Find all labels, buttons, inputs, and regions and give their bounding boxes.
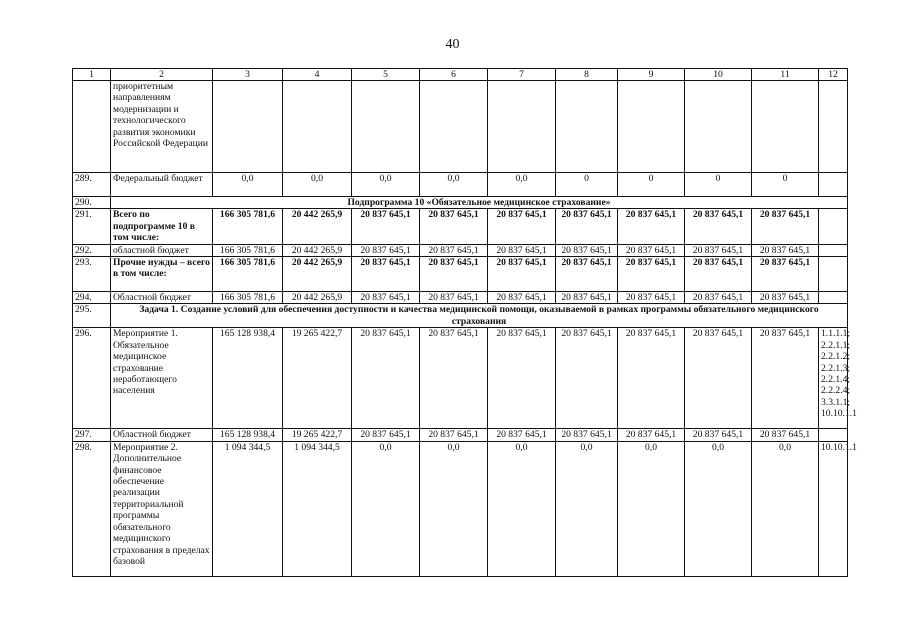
value-cell xyxy=(352,81,420,173)
row-label-cell: Прочие нужды – всего в том числе: xyxy=(111,257,213,292)
value-cell: 1 094 344,5 xyxy=(283,441,352,576)
row-label-cell: Мероприятие 2. Дополнительное финансовое обеспечение реализации территориальной программы обязательного медицинского страхования в пределах базовой xyxy=(111,441,213,576)
value-cell: 20 837 645,1 xyxy=(752,257,819,292)
table-row xyxy=(73,328,848,429)
value-cell: 0,0 xyxy=(352,441,420,576)
row-number-cell: 295. xyxy=(73,304,111,328)
value-cell: 0 xyxy=(618,173,685,197)
header-cell: 9 xyxy=(618,69,685,81)
value-cell: 20 837 645,1 xyxy=(488,292,556,304)
row-number-cell: 297. xyxy=(73,429,111,441)
header-cell: 6 xyxy=(420,69,488,81)
row-number-cell: 298. xyxy=(73,441,111,576)
value-cell: 20 837 645,1 xyxy=(685,257,752,292)
value-cell xyxy=(752,81,819,173)
value-cell: 20 837 645,1 xyxy=(488,429,556,441)
value-cell: 0,0 xyxy=(283,173,352,197)
table-row xyxy=(73,173,848,197)
header-cell: 4 xyxy=(283,69,352,81)
value-cell: 20 837 645,1 xyxy=(488,244,556,256)
value-cell xyxy=(283,81,352,173)
value-cell: 20 837 645,1 xyxy=(420,292,488,304)
budget-table xyxy=(72,68,857,577)
value-cell: 20 837 645,1 xyxy=(352,328,420,429)
value-cell: 0 xyxy=(685,173,752,197)
value-cell: 20 837 645,1 xyxy=(352,292,420,304)
header-cell: 12 xyxy=(819,69,848,81)
value-cell: 20 837 645,1 xyxy=(488,257,556,292)
indicator-codes-cell xyxy=(819,244,848,256)
table-row xyxy=(73,292,848,304)
value-cell: 0,0 xyxy=(420,173,488,197)
value-cell: 20 837 645,1 xyxy=(556,209,618,244)
row-label-cell: Всего по подпрограмме 10 в том числе: xyxy=(111,209,213,244)
value-cell: 20 837 645,1 xyxy=(556,429,618,441)
value-cell: 20 837 645,1 xyxy=(488,209,556,244)
table-row xyxy=(73,244,848,256)
value-cell: 20 837 645,1 xyxy=(618,244,685,256)
value-cell xyxy=(420,81,488,173)
value-cell: 20 837 645,1 xyxy=(556,328,618,429)
value-cell: 19 265 422,7 xyxy=(283,328,352,429)
value-cell: 0,0 xyxy=(352,173,420,197)
value-cell: 20 837 645,1 xyxy=(685,244,752,256)
header-cell: 3 xyxy=(213,69,283,81)
value-cell xyxy=(556,81,618,173)
table-row xyxy=(73,441,848,576)
indicator-codes-cell xyxy=(819,81,848,173)
row-label-cell: Мероприятие 1. Обязательное медицинское страхование неработающего населения xyxy=(111,328,213,429)
value-cell xyxy=(488,81,556,173)
value-cell: 20 442 265,9 xyxy=(283,209,352,244)
header-cell: 7 xyxy=(488,69,556,81)
value-cell: 20 837 645,1 xyxy=(752,429,819,441)
row-label-cell: областной бюджет xyxy=(111,244,213,256)
header-cell: 5 xyxy=(352,69,420,81)
value-cell xyxy=(685,81,752,173)
value-cell: 20 837 645,1 xyxy=(685,328,752,429)
value-cell xyxy=(213,81,283,173)
value-cell: 166 305 781,6 xyxy=(213,209,283,244)
indicator-codes-cell: 1.1.1.1; 2.2.1.1; 2.2.1.2; 2.2.1.3; 2.2.1.4; 2.2.2.4; 3.3.1.1; 10.10.1.1 xyxy=(819,328,848,429)
section-title-cell: Подпрограмма 10 «Обязательное медицинское страхование» xyxy=(111,197,848,209)
row-number-cell: 294. xyxy=(73,292,111,304)
header-cell: 10 xyxy=(685,69,752,81)
value-cell: 20 837 645,1 xyxy=(352,244,420,256)
value-cell: 20 837 645,1 xyxy=(556,244,618,256)
row-label-cell: Федеральный бюджет xyxy=(111,173,213,197)
indicator-codes-cell xyxy=(819,292,848,304)
value-cell: 20 837 645,1 xyxy=(685,292,752,304)
value-cell: 20 837 645,1 xyxy=(752,209,819,244)
value-cell: 20 837 645,1 xyxy=(488,328,556,429)
value-cell: 20 837 645,1 xyxy=(618,209,685,244)
value-cell xyxy=(618,81,685,173)
value-cell: 20 837 645,1 xyxy=(352,209,420,244)
row-number-cell: 296. xyxy=(73,328,111,429)
header-cell: 1 xyxy=(73,69,111,81)
value-cell: 20 837 645,1 xyxy=(618,429,685,441)
value-cell: 0,0 xyxy=(685,441,752,576)
value-cell: 0,0 xyxy=(752,441,819,576)
row-number-cell: 289. xyxy=(73,173,111,197)
page-number: 40 xyxy=(445,37,460,52)
value-cell: 0,0 xyxy=(488,173,556,197)
value-cell: 20 837 645,1 xyxy=(752,244,819,256)
value-cell: 20 837 645,1 xyxy=(685,429,752,441)
value-cell: 20 837 645,1 xyxy=(752,328,819,429)
value-cell: 0,0 xyxy=(618,441,685,576)
value-cell: 20 837 645,1 xyxy=(618,328,685,429)
value-cell: 20 837 645,1 xyxy=(420,429,488,441)
row-number-cell: 290. xyxy=(73,197,111,209)
value-cell: 20 837 645,1 xyxy=(752,292,819,304)
value-cell: 20 837 645,1 xyxy=(352,257,420,292)
value-cell: 20 442 265,9 xyxy=(283,244,352,256)
row-label-cell: Областной бюджет xyxy=(111,429,213,441)
value-cell: 20 442 265,9 xyxy=(283,257,352,292)
row-number-cell: 291. xyxy=(73,209,111,244)
row-number-cell: 292. xyxy=(73,244,111,256)
table-row xyxy=(73,257,848,292)
value-cell: 20 837 645,1 xyxy=(420,244,488,256)
value-cell: 20 837 645,1 xyxy=(618,292,685,304)
value-cell: 20 837 645,1 xyxy=(420,257,488,292)
value-cell: 165 128 938,4 xyxy=(213,328,283,429)
value-cell: 0 xyxy=(556,173,618,197)
section-title-cell: Задача 1. Создание условий для обеспечения доступности и качества медицинской помощи, оказываемой в рамках программы обязательного медицинского страхования xyxy=(111,304,848,328)
indicator-codes-cell: 10.10.1.1 xyxy=(819,441,848,576)
value-cell: 0,0 xyxy=(488,441,556,576)
indicator-codes-cell xyxy=(819,429,848,441)
value-cell: 165 128 938,4 xyxy=(213,429,283,441)
value-cell: 166 305 781,6 xyxy=(213,257,283,292)
value-cell: 20 837 645,1 xyxy=(618,257,685,292)
row-number-cell xyxy=(73,81,111,173)
value-cell: 20 442 265,9 xyxy=(283,292,352,304)
table-row xyxy=(73,304,848,328)
table-row xyxy=(73,429,848,441)
indicator-codes-cell xyxy=(819,209,848,244)
value-cell: 20 837 645,1 xyxy=(352,429,420,441)
header-cell: 11 xyxy=(752,69,819,81)
table-row xyxy=(73,209,848,244)
row-number-cell: 293. xyxy=(73,257,111,292)
value-cell: 0 xyxy=(752,173,819,197)
row-label-cell: приоритетным направлениям модернизации и технологического развития экономики Российской Федерации xyxy=(111,81,213,173)
value-cell: 0,0 xyxy=(556,441,618,576)
header-row xyxy=(73,69,848,81)
header-cell: 2 xyxy=(111,69,213,81)
value-cell: 20 837 645,1 xyxy=(420,328,488,429)
value-cell: 1 094 344,5 xyxy=(213,441,283,576)
table-row xyxy=(73,81,848,173)
header-cell: 8 xyxy=(556,69,618,81)
value-cell: 0,0 xyxy=(213,173,283,197)
indicator-codes-cell xyxy=(819,257,848,292)
value-cell: 20 837 645,1 xyxy=(685,209,752,244)
value-cell: 166 305 781,6 xyxy=(213,292,283,304)
value-cell: 20 837 645,1 xyxy=(420,209,488,244)
value-cell: 166 305 781,6 xyxy=(213,244,283,256)
value-cell: 20 837 645,1 xyxy=(556,257,618,292)
indicator-codes-cell xyxy=(819,173,848,197)
value-cell: 0,0 xyxy=(420,441,488,576)
table-row xyxy=(73,197,848,209)
value-cell: 20 837 645,1 xyxy=(556,292,618,304)
row-label-cell: Областной бюджет xyxy=(111,292,213,304)
value-cell: 19 265 422,7 xyxy=(283,429,352,441)
